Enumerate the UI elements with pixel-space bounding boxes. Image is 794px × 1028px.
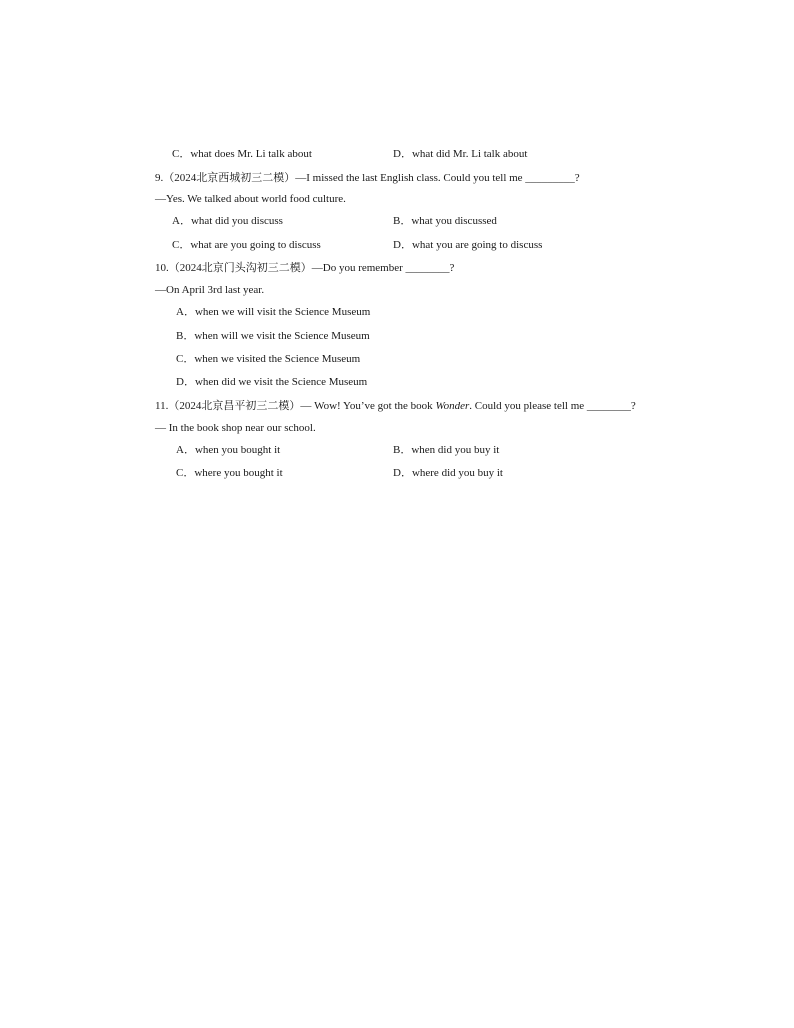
q8-option-c: C．what does Mr. Li talk about bbox=[172, 148, 312, 160]
q10-option-a: A．when we will visit the Science Museum bbox=[176, 306, 371, 318]
q9-option-c: C．what are you going to discuss bbox=[172, 239, 321, 251]
q9-option-d: D．what you are going to discuss bbox=[393, 239, 543, 251]
q10-option-b: B．when will we visit the Science Museum bbox=[176, 330, 370, 342]
q11-book-title: Wonder bbox=[435, 400, 470, 412]
q10-stem: 10.（2024北京门头沟初三二模）—Do you remember ________? bbox=[155, 262, 455, 274]
q11-stem bbox=[155, 399, 636, 413]
q9-option-b: B．what you discussed bbox=[393, 215, 497, 227]
q11-option-b: B．when did you buy it bbox=[393, 444, 500, 456]
q9-reply: —Yes. We talked about world food culture. bbox=[155, 193, 346, 205]
q11-option-c: C．where you bought it bbox=[176, 467, 283, 479]
q9-option-a: A．what did you discuss bbox=[172, 215, 283, 227]
q9-stem: 9.（2024北京西城初三二模）—I missed the last English class. Could you tell me _________? bbox=[155, 172, 580, 184]
q11-stem-prefix: 11.（2024北京昌平初三二模）— Wow! You’ve got the book bbox=[155, 400, 436, 412]
q11-reply: — In the book shop near our school. bbox=[155, 422, 316, 434]
q8-option-d: D．what did Mr. Li talk about bbox=[393, 148, 528, 160]
q10-option-d: D．when did we visit the Science Museum bbox=[176, 376, 368, 388]
q10-option-c: C．when we visited the Science Museum bbox=[176, 353, 361, 365]
q11-stem-suffix: . Could you please tell me ________? bbox=[469, 400, 636, 412]
q11-option-d: D．where did you buy it bbox=[393, 467, 503, 479]
q11-option-a: A．when you bought it bbox=[176, 444, 281, 456]
q10-reply: —On April 3rd last year. bbox=[155, 284, 265, 296]
